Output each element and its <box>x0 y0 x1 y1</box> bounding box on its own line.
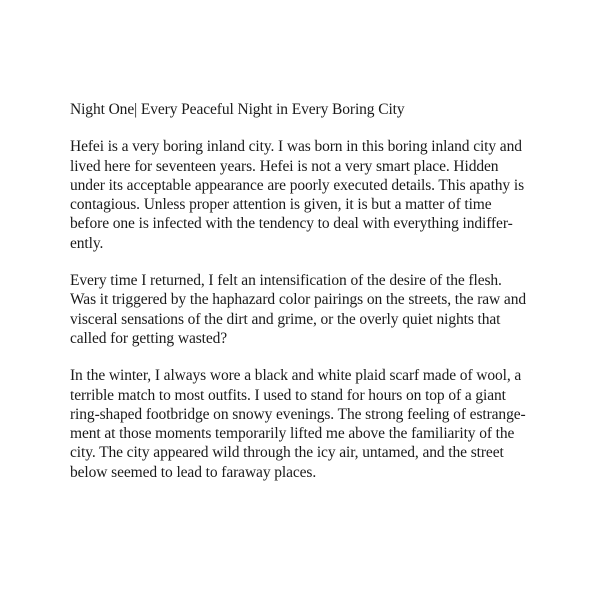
paragraph <box>70 137 580 253</box>
text-line: Every time I returned, I felt an intensification of the desire of the flesh. <box>70 272 502 290</box>
text-line: called for getting wasted? <box>70 329 228 347</box>
text-line: city. The city appeared wild through the icy air, untamed, and the street <box>70 444 504 462</box>
text-column <box>70 100 580 500</box>
paragraph <box>70 366 580 482</box>
text-line: Was it triggered by the haphazard color pairings on the streets, the raw and <box>70 291 526 309</box>
text-line: before one is infected with the tendency to deal with everything indiffer- <box>70 215 513 233</box>
text-line: below seemed to lead to faraway places. <box>70 463 317 481</box>
text-line: ment at those moments temporarily lifted me above the familiarity of the <box>70 425 515 443</box>
text-line: lived here for seventeen years. Hefei is not a very smart place. Hidden <box>70 157 499 175</box>
text-line: contagious. Unless proper attention is given, it is but a matter of time <box>70 196 492 214</box>
text-line: under its acceptable appearance are poorly executed details. This apathy is <box>70 176 524 194</box>
document-body <box>70 137 580 482</box>
paragraph <box>70 271 580 348</box>
text-line: visceral sensations of the dirt and grime, or the overly quiet nights that <box>70 310 501 328</box>
text-line: Hefei is a very boring inland city. I was born in this boring inland city and <box>70 138 522 156</box>
text-line: ently. <box>70 234 104 252</box>
page-title: Night One| Every Peaceful Night in Every Boring City <box>70 101 405 118</box>
text-line: In the winter, I always wore a black and white plaid scarf made of wool, a <box>70 367 522 385</box>
text-line: ring-shaped footbridge on snowy evenings. The strong feeling of estrange- <box>70 405 526 423</box>
text-line: terrible match to most outfits. I used to stand for hours on top of a giant <box>70 386 506 404</box>
